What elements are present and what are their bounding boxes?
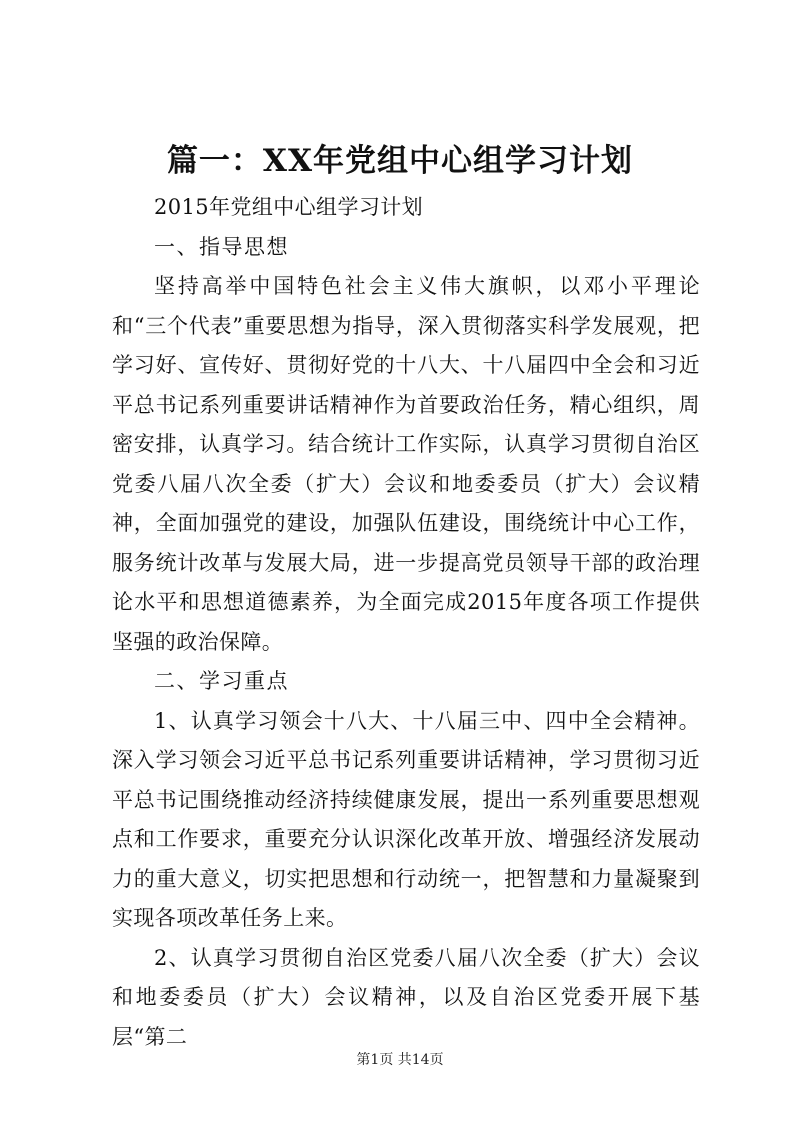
guiding-thought-paragraph: 坚持高举中国特色社会主义伟大旗帜，以邓小平理论和“三个代表”重要思想为指导，深入贯彻落实科学发展观，把学习好、宣传好、贯彻好党的十八大、十八届四中全会和习近平总书记系列重要讲话精神作为首要政治任务，精心组织，周密安排，认真学习。结合统计工作实际，认真学习贯彻自治区党委八届八次全委（扩大）会议和地委委员（扩大）会议精神，全面加强党的建设，加强队伍建设，围绕统计中心工作，服务统计改革与发展大局，进一步提高党员领导干部的政治理论水平和思想道德素养，为全面完成2015年度各项工作提供坚强的政治保障。 <box>112 274 700 654</box>
page-number-footer: 第1页 共14页 <box>356 1052 444 1068</box>
study-focus-item-1: 1、认真学习领会十八大、十八届三中、四中全会精神。深入学习领会习近平总书记系列重要讲话精神，学习贯彻习近平总书记围绕推动经济持续健康发展，提出一系列重要思想观点和工作要求，重要充分认识深化改革开放、增强经济发展动力的重大意义，切实把思想和行动统一，把智慧和力量凝聚到实现各项改革任务上来。 <box>112 708 700 930</box>
document-title: 篇一：XX年党组中心组学习计划 <box>166 143 634 179</box>
study-focus-item-2: 2、认真学习贯彻自治区党委八届八次全委（扩大）会议和地委委员（扩大）会议精神，以及自治区党委开展下基层“第二 <box>112 945 700 1049</box>
subtitle-paragraph: 2015年党组中心组学习计划 <box>154 195 424 219</box>
section-heading-guiding-thought: 一、指导思想 <box>154 234 289 259</box>
document-body <box>112 188 700 1057</box>
section-heading-study-focus: 二、学习重点 <box>154 669 289 693</box>
